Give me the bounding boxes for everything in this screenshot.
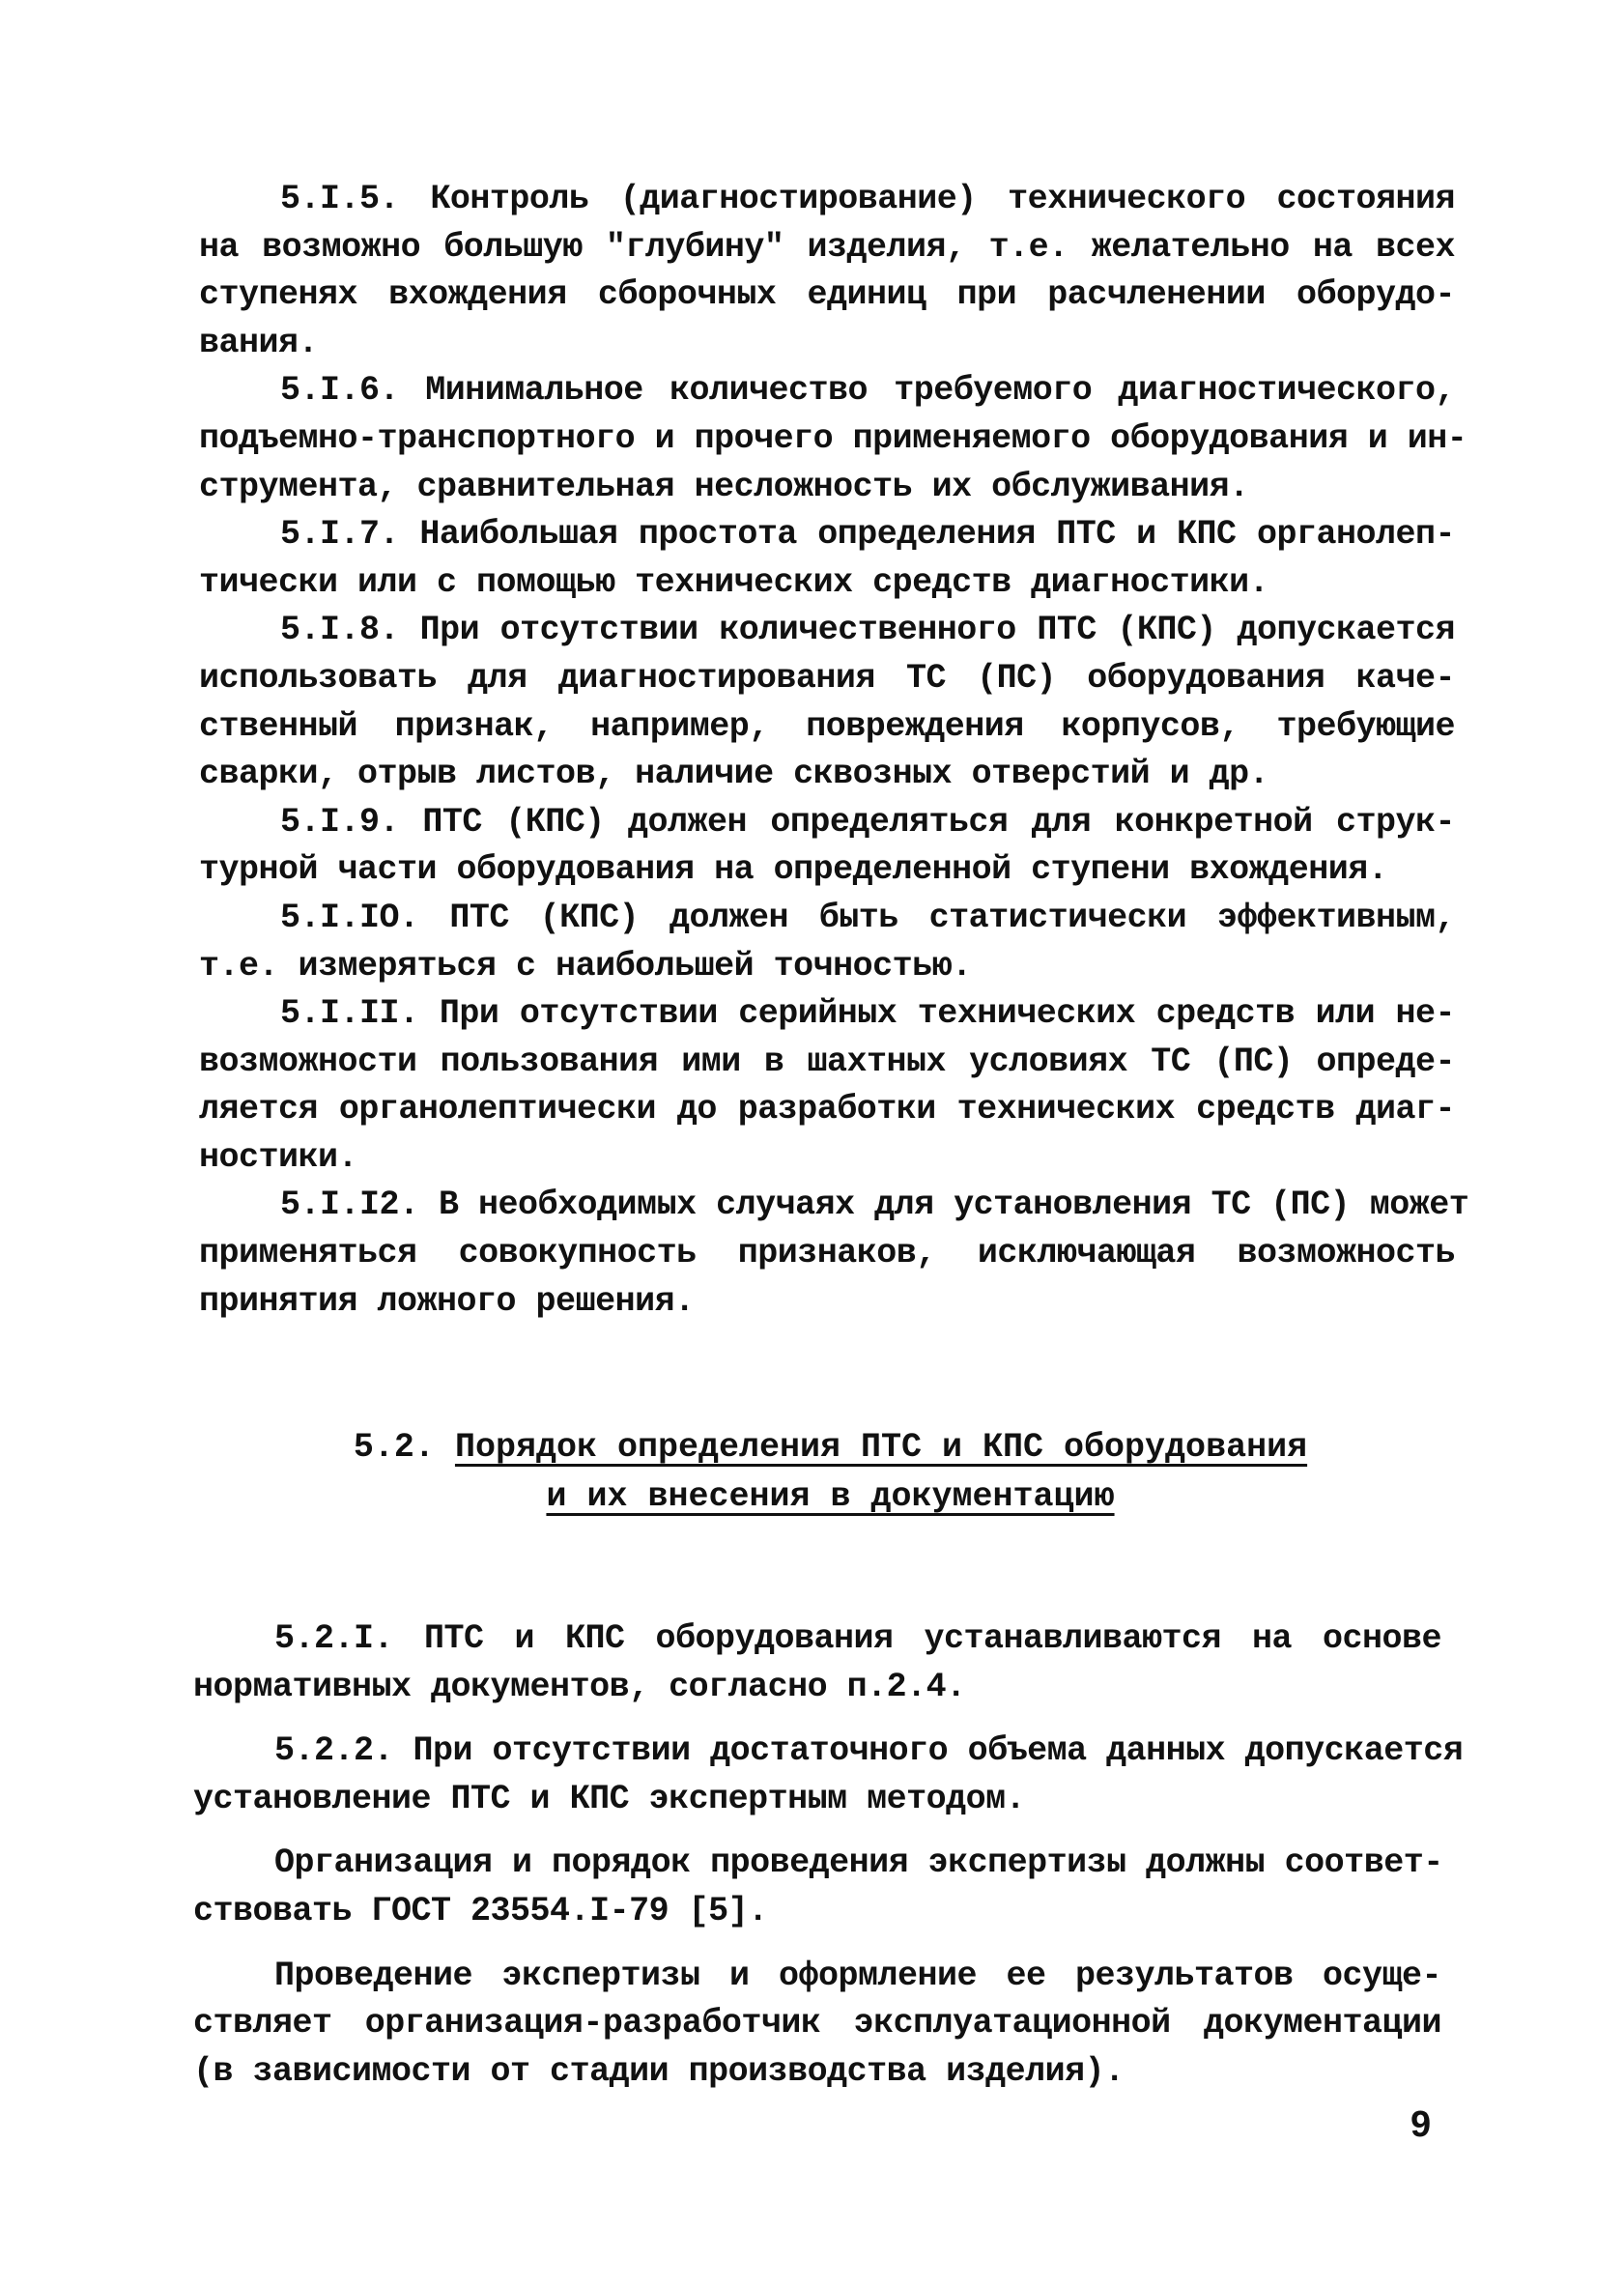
text-line: нормативных документов, согласно п.2.4. (193, 1667, 966, 1706)
paragraph-5-1-11 (199, 990, 1455, 1182)
heading-number: 5.2. (353, 1428, 435, 1467)
text-line: 5.I.7. Наибольшая простота определения ПТС и КПС органолеп- (280, 515, 1455, 555)
paragraph-5-1-9 (199, 799, 1455, 895)
paragraph-5-1-6 (199, 367, 1467, 511)
text-line: 5.I.8. При отсутствии количественного ПТС (КПС) допускается (280, 611, 1455, 650)
page-number: 9 (1410, 2104, 1432, 2145)
text-line: струмента, сравнительная несложность их обслуживания. (199, 467, 1249, 506)
paragraph-5-1-8 (199, 607, 1455, 798)
paragraph-5-1-5 (199, 176, 1455, 367)
text-line: турной части оборудования на определенной ступени вхождения. (199, 850, 1388, 890)
paragraph-5-2-2 (193, 1728, 1464, 1823)
text-line: (в зависимости от стадии производства изделия). (193, 2051, 1125, 2091)
text-line: 5.I.I2. В необходимых случаях для установления ТС (ПС) может (280, 1186, 1469, 1225)
heading-line-1 (0, 1423, 1624, 1472)
paragraph-5-2-1 (193, 1615, 1441, 1711)
paragraph-expertise-org (193, 1840, 1441, 1935)
text-line: тически или с помощью технических средств диагностики. (199, 562, 1269, 602)
text-line: на возможно большую "глубину" изделия, т.е. желательно на всех (199, 227, 1455, 267)
section-5-1-body (199, 176, 1469, 1326)
paragraph-expertise-conduct (193, 1953, 1441, 2097)
text-line: принятия ложного решения. (199, 1281, 695, 1321)
heading-line-2 (0, 1472, 1624, 1522)
text-line: ственный признак, например, повреждения корпусов, требующие (199, 706, 1455, 746)
text-line: ностики. (199, 1137, 358, 1177)
text-line: ступенях вхождения сборочных единиц при расчленении оборудо- (199, 275, 1455, 315)
text-line: 5.I.II. При отсутствии серийных технических средств или не- (280, 994, 1455, 1034)
text-line: ляется органолептически до разработки технических средств диаг- (199, 1090, 1455, 1129)
section-heading-5-2 (0, 1423, 1624, 1522)
section-5-2-body (193, 1615, 1464, 2112)
text-line: применяться совокупность признаков, исключающая возможность (199, 1234, 1455, 1273)
text-line: Проведение экспертизы и оформление ее результатов осуще- (274, 1956, 1441, 1995)
text-line: 5.I.IO. ПТС (КПС) должен быть статистически эффективным, (280, 898, 1455, 937)
paragraph-5-1-7 (199, 511, 1455, 607)
text-line: подъемно-транспортного и прочего применяемого оборудования и ин- (199, 418, 1467, 458)
text-line: 5.2.I. ПТС и КПС оборудования устанавливаются на основе (274, 1619, 1441, 1658)
text-line: 5.I.9. ПТС (КПС) должен определяться для конкретной струк- (280, 802, 1455, 842)
text-line: вания. (199, 323, 319, 362)
text-line: т.е. измеряться с наибольшей точностью. (199, 946, 972, 986)
text-line: ствовать ГОСТ 23554.I-79 [5]. (193, 1891, 768, 1930)
heading-title-1: Порядок определения ПТС и КПС оборудования (454, 1428, 1308, 1467)
heading-title-2: и их внесения в документацию (546, 1477, 1115, 1516)
text-line: сварки, отрыв листов, наличие сквозных отверстий и др. (199, 755, 1269, 794)
text-line: возможности пользования ими в шахтных условиях ТС (ПС) опреде- (199, 1042, 1455, 1081)
text-line: 5.I.6. Минимальное количество требуемого диагностического, (280, 371, 1455, 411)
text-line: Организация и порядок проведения экспертизы должны соответ- (274, 1843, 1443, 1883)
text-line: 5.2.2. При отсутствии достаточного объема данных допускается (274, 1731, 1464, 1771)
text-line: 5.I.5. Контроль (диагностирование) технического состояния (280, 180, 1455, 218)
text-line: установление ПТС и КПС экспертным методом. (193, 1779, 1026, 1818)
text-line: использовать для диагностирования ТС (ПС) оборудования каче- (199, 658, 1455, 698)
paragraph-5-1-12 (199, 1182, 1469, 1326)
text-line: ствляет организация-разработчик эксплуатационной документации (193, 2004, 1441, 2043)
paragraph-5-1-10 (199, 895, 1455, 990)
